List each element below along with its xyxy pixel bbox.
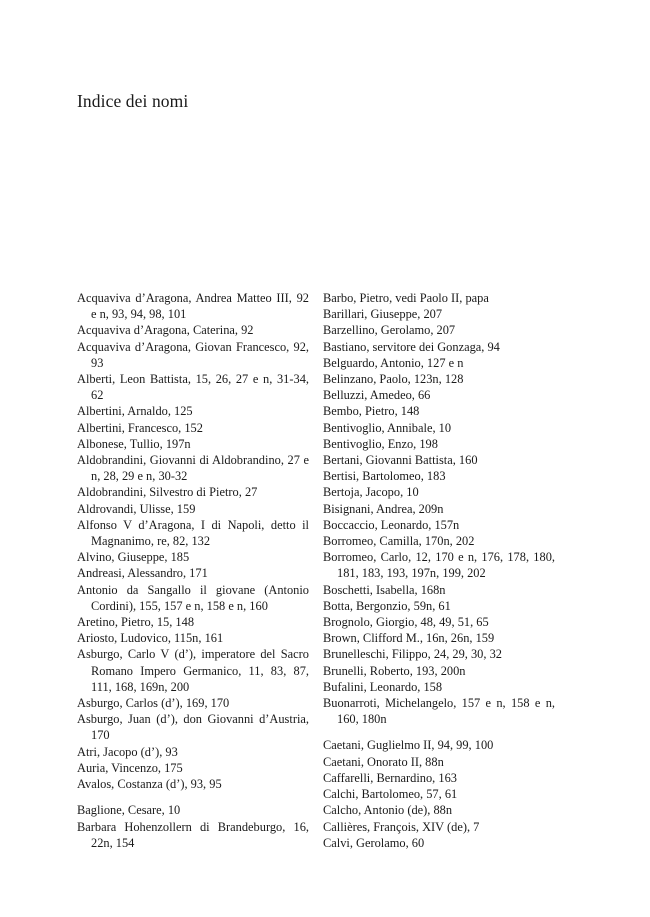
index-entry: Brown, Clifford M., 16n, 26n, 159 [323,631,495,646]
index-column-right [323,290,555,851]
index-entry: Albonese, Tullio, 197n [77,436,191,451]
index-entry: Bertoja, Jacopo, 10 [323,485,419,500]
index-entry: Boschetti, Isabella, 168n [323,582,446,597]
index-entry: Calchi, Bartolomeo, 57, 61 [323,787,458,802]
index-entry: Aldobrandini, Silvestro di Pietro, 27 [77,485,258,500]
index-entry: Aldobrandini, Giovanni di Aldobrandino, 27 e n, 28, 29 e n, 30-32 [77,453,309,484]
index-entry: Buonarroti, Michelangelo, 157 e n, 158 e n, 160, 180n [323,696,555,727]
index-entry: Asburgo, Juan (d’), don Giovanni d’Austria, 170 [77,712,309,743]
index-entry: Bastiano, servitore dei Gonzaga, 94 [323,339,500,354]
index-entry: Acquaviva d’Aragona, Giovan Francesco, 92, 93 [77,339,309,370]
index-entry: Asburgo, Carlo V (d’), imperatore del Sacro Romano Impero Germanico, 11, 83, 87, 111, 168, 169n, 200 [77,647,309,694]
index-entry: Barzellino, Gerolamo, 207 [323,323,456,338]
index-entry: Callières, François, XIV (de), 7 [323,819,480,834]
page-title: Indice dei nomi [77,91,189,111]
index-entry: Acquaviva d’Aragona, Andrea Matteo III, 92 e n, 93, 94, 98, 101 [77,291,309,322]
index-entry: Aldrovandi, Ulisse, 159 [77,501,196,516]
index-entry: Calcho, Antonio (de), 88n [323,803,453,818]
index-entry: Barbo, Pietro, vedi Paolo II, papa [323,291,489,305]
index-entry: Belluzzi, Amedeo, 66 [323,388,431,403]
index-entry: Borromeo, Carlo, 12, 170 e n, 176, 178, 180, 181, 183, 193, 197n, 199, 202 [323,550,555,581]
index-entry: Boccaccio, Leonardo, 157n [323,517,460,532]
index-entry: Bembo, Pietro, 148 [323,404,420,419]
index-entry: Bufalini, Leonardo, 158 [323,679,443,694]
index-entry: Belinzano, Paolo, 123n, 128 [323,372,464,387]
index-entry: Ariosto, Ludovico, 115n, 161 [77,631,224,646]
index-entry: Avalos, Costanza (d’), 93, 95 [77,777,222,792]
index-entry: Calvi, Gerolamo, 60 [323,835,425,850]
index-entry: Albertini, Arnaldo, 125 [77,404,193,419]
index-entry: Acquaviva d’Aragona, Caterina, 92 [77,323,254,338]
index-entry: Barillari, Giuseppe, 207 [323,307,443,322]
index-entry: Alfonso V d’Aragona, I di Napoli, detto il Magnanimo, re, 82, 132 [77,517,309,549]
index-entry: Bentivoglio, Annibale, 10 [323,420,452,435]
index-entry: Belguardo, Antonio, 127 e n [323,355,464,370]
index-entry: Barbara Hohenzollern di Brandeburgo, 16, 22n, 154 [77,819,309,850]
index-entry: Bertisi, Bartolomeo, 183 [323,469,446,484]
index-entry: Botta, Bergonzio, 59n, 61 [323,598,451,613]
index-entry: Caetani, Onorato II, 88n [323,754,444,769]
index-entry: Aretino, Pietro, 15, 148 [77,615,195,630]
index-entry: Brognolo, Giorgio, 48, 49, 51, 65 [323,615,489,630]
index-entry: Antonio da Sangallo il giovane (Antonio Cordini), 155, 157 e n, 158 e n, 160 [77,582,309,613]
index-entry: Andreasi, Alessandro, 171 [77,566,208,581]
index-entry: Atri, Jacopo (d’), 93 [77,744,178,759]
index-entry: Alvino, Giuseppe, 185 [77,550,190,565]
index-column-left [77,290,309,851]
index-entry: Borromeo, Camilla, 170n, 202 [323,534,475,549]
index-entry: Auria, Vincenzo, 175 [77,760,183,775]
index-entry: Bisignani, Andrea, 209n [323,501,444,516]
index-entry: Albertini, Francesco, 152 [77,420,203,435]
index-entry: Caffarelli, Bernardino, 163 [323,770,457,785]
index-entry: Brunelli, Roberto, 193, 200n [323,663,466,678]
index-entry: Alberti, Leon Battista, 15, 26, 27 e n, 31-34, 62 [77,372,309,403]
index-entry: Bentivoglio, Enzo, 198 [323,436,438,451]
index-entry: Caetani, Guglielmo II, 94, 99, 100 [323,738,494,753]
index-entry: Baglione, Cesare, 10 [77,803,181,818]
index-entry: Asburgo, Carlos (d’), 169, 170 [77,696,230,711]
index-entry: Brunelleschi, Filippo, 24, 29, 30, 32 [323,647,502,662]
index-entry: Bertani, Giovanni Battista, 160 [323,453,478,468]
